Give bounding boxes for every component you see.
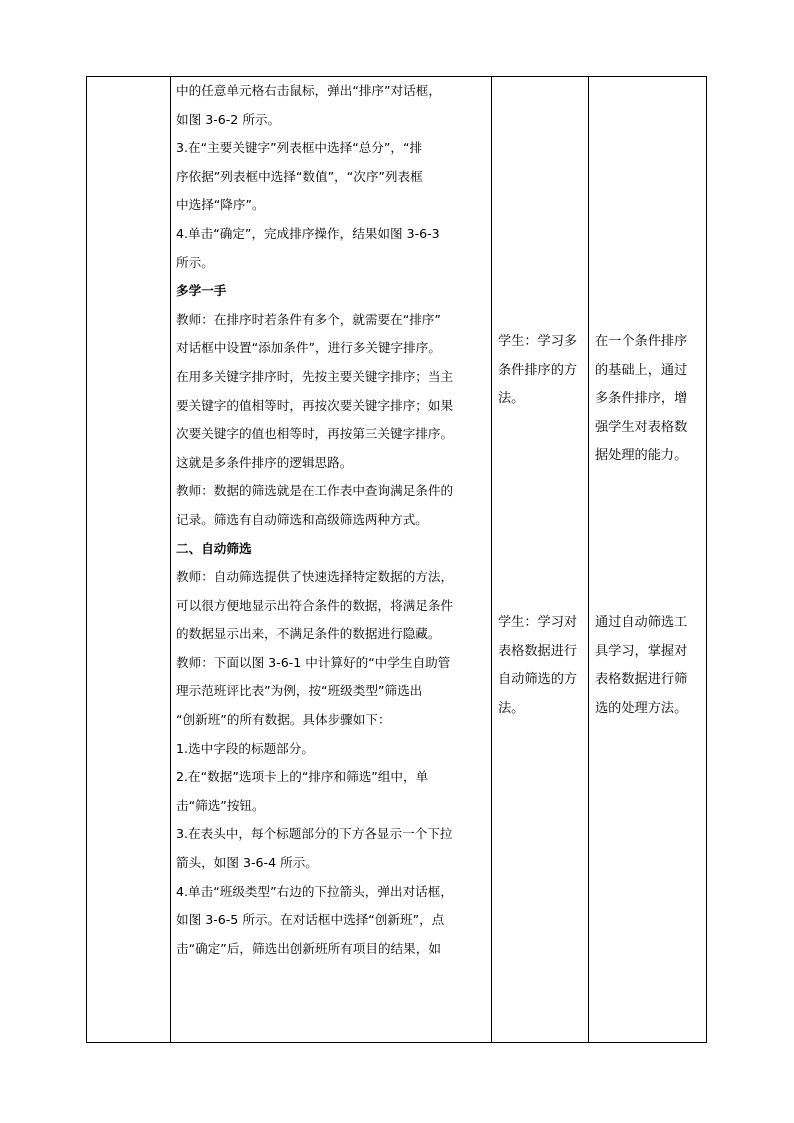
paragraph-line: 理示范班评比表”为例，按“班级类型”筛选出: [176, 683, 423, 699]
paragraph-line: 中的任意单元格右击鼠标，弹出“排序”对话框，: [176, 83, 441, 98]
paragraph-line: 对话框中设置“添加条件”，进行多关键字排序。: [176, 340, 441, 356]
paragraph-line: 如图 3-6-5 所示。在对话框中选择“创新班”，点: [176, 912, 445, 928]
student-activity-block-2: [498, 609, 584, 723]
paragraph-line: 教师：在排序时若条件有多个，就需要在“排序”: [176, 311, 441, 327]
cell-line: 的基础上，通过: [595, 362, 688, 378]
design-intent-column: [589, 77, 707, 1042]
paragraph-line: 可以很方便地显示出符合条件的数据，将满足条件: [176, 597, 454, 613]
paragraph-line: 记录。筛选有自动筛选和高级筛选两种方式。: [176, 511, 428, 527]
paragraph-line: 击“筛选”按钮。: [176, 797, 265, 813]
cell-line: 强学生对表格数: [595, 419, 688, 435]
paragraph-line: 教师：下面以图 3-6-1 中计算好的“中学生自助管: [176, 654, 451, 670]
paragraph-line: 击“确定”后，筛选出创新班所有项目的结果，如: [176, 940, 441, 956]
cell-line: 法。: [498, 391, 525, 407]
cell-line: 自动筛选的方: [498, 672, 578, 688]
teaching-content-text: [176, 77, 487, 963]
cell-line: 表格数据进行筛: [595, 672, 688, 688]
teaching-content-column: [171, 77, 491, 1042]
cell-line: 条件排序的方: [498, 362, 578, 378]
paragraph-line: 如图 3-6-2 所示。: [176, 111, 281, 127]
paragraph-line: 3.在“主要关键字”列表框中选择“总分”，“排: [176, 140, 423, 156]
student-activity-block-1: [498, 328, 584, 414]
paragraph-line: 教师：自动筛选提供了快速选择特定数据的方法，: [176, 569, 454, 585]
paragraph-line: 在用多关键字排序时，先按主要关键字排序；当主: [176, 368, 454, 384]
cell-line: 通过自动筛选工: [595, 615, 688, 630]
paragraph-line: 4.单击“确定”，完成排序操作，结果如图 3-6-3: [176, 225, 440, 241]
paragraph-line: 箭头，如图 3-6-4 所示。: [176, 855, 318, 871]
cell-line: 学生：学习对: [498, 615, 578, 630]
cell-line: 法。: [498, 700, 525, 716]
paragraph-line: 序依据”列表框中选择“数值”，“次序”列表框: [176, 168, 423, 184]
lesson-table: [86, 76, 707, 1043]
paragraph-line: 教师：数据的筛选就是在工作表中查询满足条件的: [176, 483, 454, 499]
section-heading: 多学一手: [176, 283, 227, 299]
design-intent-block-2: [595, 609, 703, 723]
paragraph-line: 所示。: [176, 254, 214, 270]
paragraph-line: 4.单击“班级类型”右边的下拉箭头，弹出对话框，: [176, 883, 453, 899]
cell-line: 选的处理方法。: [595, 700, 688, 716]
cell-line: 在一个条件排序: [595, 334, 688, 349]
paragraph-line: “创新班”的所有数据。具体步骤如下：: [176, 712, 391, 728]
cell-line: 具学习，掌握对: [595, 643, 688, 659]
cell-line: 表格数据进行: [498, 643, 578, 659]
paragraph-line: 1.选中字段的标题部分。: [176, 740, 314, 756]
cell-line: 据处理的能力。: [595, 448, 688, 464]
paragraph-line: 的数据显示出来，不满足条件的数据进行隐藏。: [176, 626, 441, 642]
section-heading: 二、自动筛选: [176, 540, 252, 556]
paragraph-line: 次要关键字的值也相等时，再按第三关键字排序。: [176, 426, 454, 442]
design-intent-block-1: [595, 328, 703, 471]
paragraph-line: 3.在表头中，每个标题部分的下方各显示一个下拉: [176, 826, 453, 842]
paragraph-line: 中选择“降序”。: [176, 197, 265, 213]
paragraph-line: 这就是多条件排序的逻辑思路。: [176, 454, 353, 470]
paragraph-line: 要关键字的值相等时，再按次要关键字排序；如果: [176, 397, 454, 413]
cell-line: 学生：学习多: [498, 334, 578, 349]
cell-line: 多条件排序，增: [595, 391, 688, 407]
student-activity-column: [492, 77, 588, 1042]
paragraph-line: 2.在“数据”选项卡上的“排序和筛选”组中，单: [176, 769, 429, 785]
empty-first-column: [87, 77, 170, 1042]
